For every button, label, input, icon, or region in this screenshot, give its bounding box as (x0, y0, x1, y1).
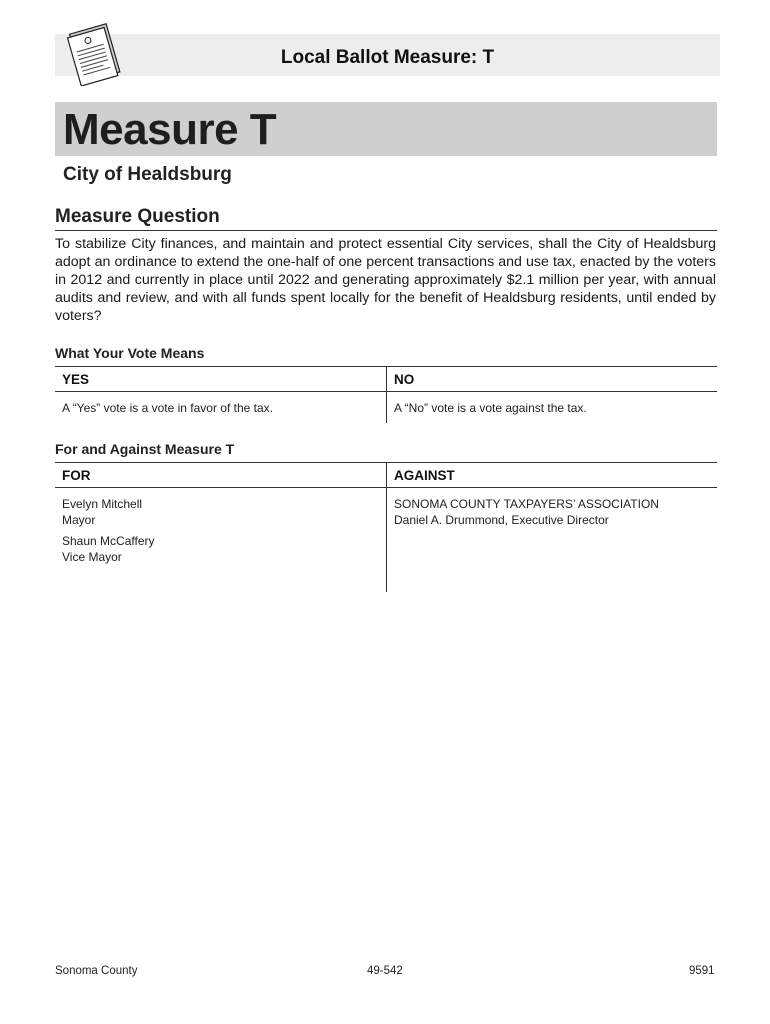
vote-means-header-row (55, 367, 717, 392)
for-column (55, 488, 386, 592)
for-signer (62, 533, 386, 565)
for-against-heading: For and Against Measure T (55, 441, 235, 457)
vote-means-heading: What Your Vote Means (55, 345, 205, 361)
measure-question-text: To stabilize City finances, and maintain and protect essential City services, shall the City of Healdsburg adopt an ordinance to extend the one-half of one percent transactions and use tax, enacted by the voters in 2012 and currently in place until 2022 and generating approximately $2.1 million per year, with annual audits and review, and with all funds spent locally for the benefit of Healdsburg residents, until ended by voters? (55, 236, 716, 324)
yes-label: YES (62, 372, 90, 387)
for-signer (62, 496, 386, 528)
for-against-header-row (55, 463, 717, 488)
page-header-title: Local Ballot Measure: T (280, 47, 495, 68)
ballot-document-icon (60, 22, 130, 86)
signer-title: Daniel A. Drummond, Executive Director (394, 513, 609, 527)
against-column (386, 488, 717, 592)
no-text: A “No” vote is a vote against the tax. (386, 392, 717, 423)
measure-title: Measure T (63, 105, 277, 154)
footer-county: Sonoma County (55, 965, 138, 977)
city-name: City of Healdsburg (63, 164, 232, 185)
signer-title: Vice Mayor (62, 550, 122, 564)
signer-title: Mayor (62, 513, 96, 527)
against-signer (394, 496, 717, 528)
vote-means-table (55, 366, 717, 423)
for-label: FOR (62, 468, 91, 483)
signer-name: SONOMA COUNTY TAXPAYERS’ ASSOCIATION (394, 497, 659, 511)
yes-text: A “Yes” vote is a vote in favor of the tax. (62, 401, 274, 415)
measure-question-heading: Measure Question (55, 206, 717, 231)
vote-means-body-row (55, 392, 717, 423)
signer-name: Shaun McCaffery (62, 534, 155, 548)
footer-page-code: 49-542 (367, 965, 403, 977)
header-band (55, 34, 720, 76)
measure-title-band (55, 102, 717, 156)
footer-number: 9591 (689, 965, 715, 977)
for-against-table (55, 462, 717, 592)
signer-name: Evelyn Mitchell (62, 497, 143, 511)
against-label: AGAINST (386, 463, 717, 487)
for-against-body-row (55, 488, 717, 592)
no-label: NO (386, 367, 717, 391)
